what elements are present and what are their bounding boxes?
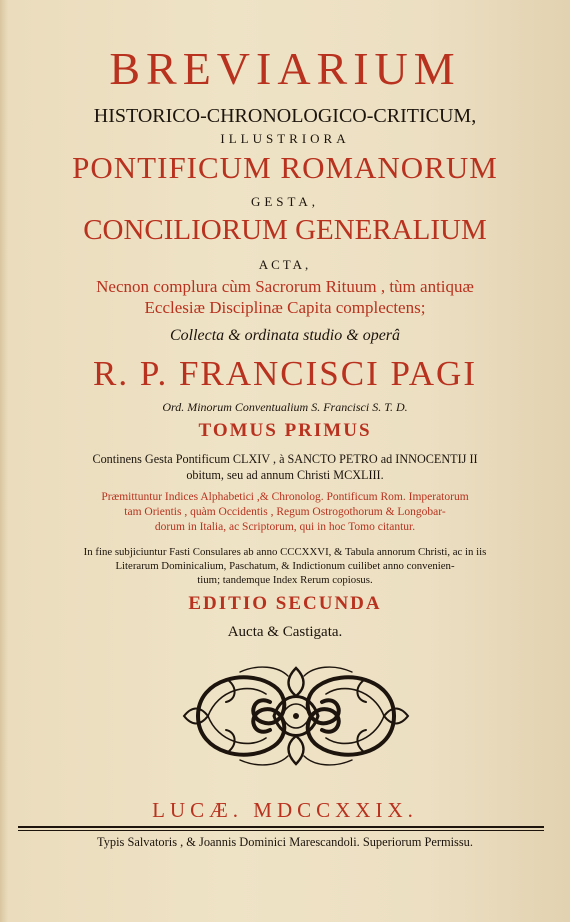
appendix-line-1: In fine subjiciuntur Fasti Consulares ab anno CCCXXVI, & Tabula annorum Christi, ac in iis bbox=[83, 546, 487, 558]
imprint-rule-thick bbox=[18, 826, 544, 828]
appendix-line-2: Literarum Dominicalium, Paschatum, & Indictionum cuilibet anno convenien- bbox=[115, 560, 455, 572]
order-line: Ord. Minorum Conventualium S. Francisci S. T. D. bbox=[162, 400, 408, 414]
aucta-line: Aucta & Castigata. bbox=[227, 624, 343, 640]
edition-label: EDITIO SECUNDA bbox=[188, 593, 382, 614]
line-illustriora: ILLUSTRIORA bbox=[220, 131, 350, 146]
description-line-1: Necnon complura cùm Sacrorum Rituum , tùm antiquæ bbox=[96, 277, 474, 296]
tome-label: TOMUS PRIMUS bbox=[198, 420, 372, 441]
book-title: BREVIARIUM bbox=[109, 43, 461, 94]
description-line-2: Ecclesiæ Disciplinæ Capita complectens; bbox=[144, 298, 426, 317]
place-date: LUCÆ. MDCCXXIX. bbox=[152, 798, 418, 822]
contents-line-1: Continens Gesta Pontificum CLXIV , à SANCTO PETRO ad INNOCENTIJ II bbox=[92, 452, 478, 466]
collecta-line: Collecta & ordinata studio & operâ bbox=[169, 327, 401, 344]
line-conciliorum: CONCILIORUM GENERALIUM bbox=[83, 214, 487, 246]
appendix-line-3: tium; tandemque Index Rerum copiosus. bbox=[197, 574, 373, 586]
prefix-line-3: dorum in Italia, ac Scriptorum, qui in hoc Tomo citantur. bbox=[154, 521, 416, 533]
contents-line-2: obitum, seu ad annum Christi MCXLIII. bbox=[186, 468, 384, 482]
printer-vignette-ornament bbox=[178, 660, 414, 772]
prefix-line-2: tam Orientis , quàm Occidentis , Regum Ostrogothorum & Longobar- bbox=[124, 506, 446, 518]
imprint-line: Typis Salvatoris , & Joannis Dominici Marescandoli. Superiorum Permissu. bbox=[97, 835, 473, 849]
subtitle: HISTORICO-CHRONOLOGICO-CRITICUM, bbox=[93, 105, 477, 127]
imprint-rule-thin bbox=[18, 830, 544, 831]
prefix-line-1: Præmittuntur Indices Alphabetici ,& Chronolog. Pontificum Rom. Imperatorum bbox=[101, 491, 469, 503]
line-acta: ACTA, bbox=[258, 257, 312, 272]
line-pontificum: PONTIFICUM ROMANORUM bbox=[72, 150, 498, 185]
author-name: R. P. FRANCISCI PAGI bbox=[93, 354, 477, 393]
line-gesta: GESTA, bbox=[250, 194, 320, 209]
